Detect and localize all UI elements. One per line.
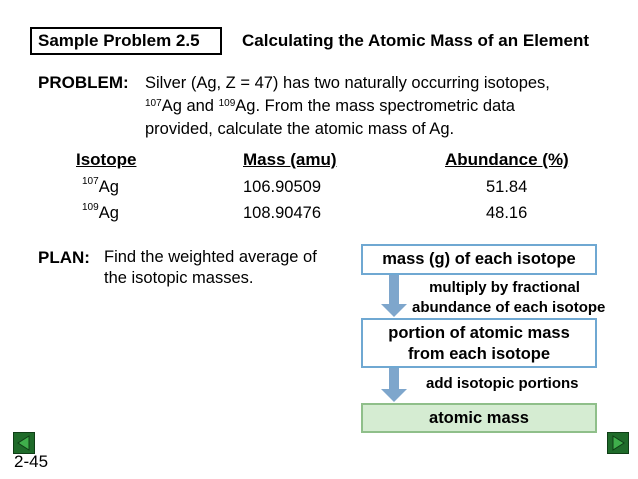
table-cell-mass: 106.90509 — [243, 178, 321, 196]
column-header-abundance: Abundance (%) — [445, 150, 569, 169]
table-cell-abundance: 48.16 — [486, 204, 528, 222]
flow-arrow-head-2 — [381, 389, 407, 402]
plan-label: PLAN: — [38, 248, 90, 267]
back-arrow-glyph — [14, 433, 34, 453]
table-cell-abundance: 51.84 — [486, 178, 528, 196]
plan-line-1: Find the weighted average of — [104, 248, 317, 266]
flow-step-add: add isotopic portions — [426, 375, 579, 392]
isotope-symbol: Ag — [98, 204, 119, 222]
flow-arrow-shaft-1 — [389, 275, 399, 306]
problem-label: PROBLEM: — [38, 73, 129, 92]
flow-box-mass-each-isotope: mass (g) of each isotope — [361, 244, 597, 275]
flow-box-portion-atomic-mass — [361, 318, 597, 368]
flow-step-multiply — [412, 278, 606, 318]
page-title: Calculating the Atomic Mass of an Element — [242, 31, 589, 50]
problem-line-3: provided, calculate the atomic mass of Ag. — [145, 120, 455, 138]
plan-line-2: the isotopic masses. — [104, 269, 254, 287]
column-header-mass: Mass (amu) — [243, 150, 337, 169]
column-header-isotope: Isotope — [76, 150, 137, 169]
flow-arrow-shaft-2 — [389, 368, 399, 390]
flow-box-2-line-2: from each isotope — [407, 345, 551, 363]
isotope-mass-number: 109 — [82, 202, 99, 213]
problem-line-2-mid: Ag and — [161, 97, 219, 115]
flow-step-multiply-line-1: multiply by fractional — [429, 279, 580, 296]
isotope-mass-number: 107 — [82, 176, 99, 187]
problem-line-1: Silver (Ag, Z = 47) has two naturally occurring isotopes, — [145, 74, 550, 92]
forward-arrow-icon[interactable] — [607, 432, 629, 454]
problem-line-2-end: Ag. From the mass spectrometric data — [235, 97, 515, 115]
isotope-109-sup: 109 — [218, 98, 236, 109]
flow-step-multiply-line-2: abundance of each isotope — [412, 299, 606, 316]
table-row-isotope — [82, 204, 119, 223]
table-cell-mass: 108.90476 — [243, 204, 321, 222]
flow-box-2-line-1: portion of atomic mass — [388, 324, 570, 342]
sample-problem-label: Sample Problem 2.5 — [30, 27, 222, 55]
table-row-isotope — [82, 178, 119, 197]
back-arrow-icon[interactable] — [13, 432, 35, 454]
flow-arrow-head-1 — [381, 304, 407, 317]
slide-number: 2-45 — [14, 452, 49, 471]
problem-line-2 — [145, 95, 515, 117]
isotope-107-sup: 107 — [145, 98, 162, 109]
forward-arrow-glyph — [608, 433, 628, 453]
flow-box-atomic-mass: atomic mass — [361, 403, 597, 433]
isotope-symbol: Ag — [98, 178, 119, 196]
